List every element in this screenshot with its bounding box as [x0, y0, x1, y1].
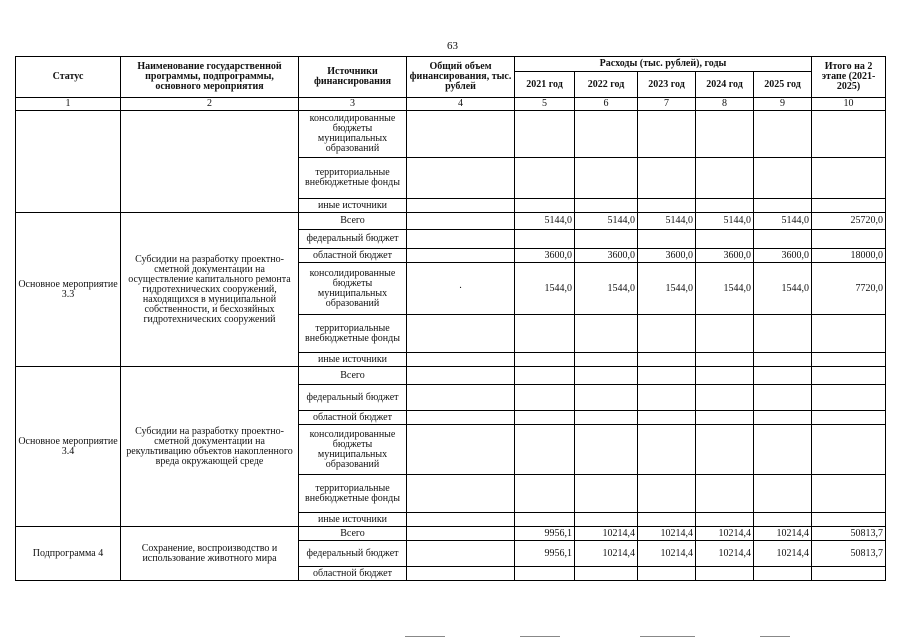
year-value-cell: 1544,0 — [754, 263, 812, 315]
header-itogo: Итого на 2 этапе (2021-2025) — [812, 57, 886, 98]
total-volume-cell — [407, 411, 515, 425]
source-cell: федеральный бюджет — [299, 541, 407, 567]
column-index: 2 — [121, 98, 299, 111]
total-volume-cell — [407, 158, 515, 199]
year-value-cell — [696, 199, 754, 213]
year-value-cell — [696, 567, 754, 581]
year-value-cell — [515, 367, 575, 385]
year-value-cell — [638, 513, 696, 527]
total-volume-cell — [407, 249, 515, 263]
year-value-cell: 10214,4 — [754, 541, 812, 567]
header-year: 2022 год — [575, 72, 638, 98]
itogo-cell: 25720,0 — [812, 213, 886, 230]
itogo-cell — [812, 367, 886, 385]
status-cell: Подпрограмма 4 — [16, 527, 121, 581]
itogo-cell — [812, 567, 886, 581]
year-value-cell: 5144,0 — [754, 213, 812, 230]
year-value-cell — [754, 230, 812, 249]
total-volume-cell — [407, 111, 515, 158]
year-value-cell — [638, 199, 696, 213]
year-value-cell — [638, 230, 696, 249]
total-volume-cell — [407, 353, 515, 367]
itogo-cell — [812, 315, 886, 353]
year-value-cell — [754, 111, 812, 158]
year-value-cell — [515, 199, 575, 213]
column-index-row — [16, 98, 886, 111]
program-name-cell: Сохранение, воспроизводство и использование животного мира — [121, 527, 299, 581]
column-index: 4 — [407, 98, 515, 111]
year-value-cell — [575, 475, 638, 513]
source-cell: Всего — [299, 367, 407, 385]
year-value-cell — [575, 425, 638, 475]
source-cell: областной бюджет — [299, 411, 407, 425]
header-sources: Источники финансирования — [299, 57, 407, 98]
total-volume-cell — [407, 425, 515, 475]
header-year: 2024 год — [696, 72, 754, 98]
program-name-cell: Субсидии на разработку проектно-сметной документации на осуществление капитального ремонта гидротехнических сооружений, находящихся в муниципальной собственности, и бесхозяйных гидротехнических сооружений — [121, 213, 299, 367]
year-value-cell — [696, 315, 754, 353]
year-value-cell — [515, 158, 575, 199]
source-cell: областной бюджет — [299, 567, 407, 581]
year-value-cell: 10214,4 — [696, 541, 754, 567]
total-volume-cell — [407, 199, 515, 213]
year-value-cell — [754, 567, 812, 581]
year-value-cell — [515, 385, 575, 411]
year-value-cell — [515, 425, 575, 475]
year-value-cell — [575, 567, 638, 581]
year-value-cell — [638, 367, 696, 385]
year-value-cell — [575, 353, 638, 367]
year-value-cell — [575, 230, 638, 249]
source-cell: Всего — [299, 527, 407, 541]
year-value-cell — [754, 385, 812, 411]
year-value-cell — [638, 353, 696, 367]
year-value-cell — [515, 353, 575, 367]
year-value-cell — [754, 199, 812, 213]
itogo-cell — [812, 353, 886, 367]
year-value-cell: 10214,4 — [696, 527, 754, 541]
year-value-cell — [696, 111, 754, 158]
year-value-cell — [515, 315, 575, 353]
year-value-cell: 3600,0 — [754, 249, 812, 263]
year-value-cell — [638, 567, 696, 581]
source-cell: федеральный бюджет — [299, 230, 407, 249]
table-row — [16, 213, 886, 230]
year-value-cell — [575, 385, 638, 411]
year-value-cell — [515, 475, 575, 513]
source-cell: Всего — [299, 213, 407, 230]
program-name-cell: Субсидии на разработку проектно-сметной документации на рекультивацию объектов накопленного вреда окружающей среде — [121, 367, 299, 527]
source-cell: иные источники — [299, 353, 407, 367]
year-value-cell — [754, 315, 812, 353]
status-cell: Основное мероприятие 3.4 — [16, 367, 121, 527]
year-value-cell — [754, 367, 812, 385]
year-value-cell: 10214,4 — [638, 527, 696, 541]
year-value-cell — [696, 475, 754, 513]
year-value-cell — [696, 385, 754, 411]
year-value-cell: 9956,1 — [515, 527, 575, 541]
year-value-cell — [575, 111, 638, 158]
year-value-cell — [754, 513, 812, 527]
year-value-cell — [638, 411, 696, 425]
year-value-cell: 10214,4 — [754, 527, 812, 541]
source-cell: территориальные внебюджетные фонды — [299, 315, 407, 353]
source-cell: территориальные внебюджетные фонды — [299, 158, 407, 199]
header-year: 2025 год — [754, 72, 812, 98]
header-status: Статус — [16, 57, 121, 98]
footer-rule — [405, 636, 445, 637]
column-index: 6 — [575, 98, 638, 111]
total-volume-cell — [407, 513, 515, 527]
itogo-cell — [812, 411, 886, 425]
year-value-cell: 1544,0 — [696, 263, 754, 315]
year-value-cell — [696, 230, 754, 249]
table-row — [16, 111, 886, 158]
itogo-cell — [812, 475, 886, 513]
year-value-cell — [696, 367, 754, 385]
itogo-cell — [812, 111, 886, 158]
column-index: 1 — [16, 98, 121, 111]
year-value-cell: 3600,0 — [515, 249, 575, 263]
header-program-name: Наименование государственной программы, подпрограммы, основного мероприятия — [121, 57, 299, 98]
itogo-cell — [812, 385, 886, 411]
year-value-cell — [638, 385, 696, 411]
year-value-cell — [696, 158, 754, 199]
total-volume-cell — [407, 527, 515, 541]
year-value-cell — [575, 158, 638, 199]
year-value-cell: 3600,0 — [696, 249, 754, 263]
source-cell: федеральный бюджет — [299, 385, 407, 411]
year-value-cell — [638, 475, 696, 513]
year-value-cell: 5144,0 — [696, 213, 754, 230]
source-cell: иные источники — [299, 199, 407, 213]
year-value-cell — [638, 158, 696, 199]
itogo-cell: 18000,0 — [812, 249, 886, 263]
header-expenses: Расходы (тыс. рублей), годы — [515, 57, 812, 72]
header-year: 2023 год — [638, 72, 696, 98]
source-cell: областной бюджет — [299, 249, 407, 263]
year-value-cell: 10214,4 — [575, 541, 638, 567]
year-value-cell — [515, 111, 575, 158]
total-volume-cell — [407, 315, 515, 353]
source-cell: консолидированные бюджеты муниципальных образований — [299, 111, 407, 158]
footer-rule — [760, 636, 790, 637]
year-value-cell — [696, 425, 754, 475]
year-value-cell — [515, 513, 575, 527]
year-value-cell — [515, 230, 575, 249]
total-volume-cell — [407, 367, 515, 385]
itogo-cell: 7720,0 — [812, 263, 886, 315]
year-value-cell — [638, 111, 696, 158]
year-value-cell — [754, 411, 812, 425]
itogo-cell — [812, 425, 886, 475]
table-row — [16, 527, 886, 541]
column-index: 5 — [515, 98, 575, 111]
itogo-cell — [812, 513, 886, 527]
total-volume-cell — [407, 385, 515, 411]
header-total-volume: Общий объем финансирования, тыс. рублей — [407, 57, 515, 98]
page-number: 63 — [447, 40, 458, 52]
itogo-cell — [812, 230, 886, 249]
year-value-cell — [575, 315, 638, 353]
column-index: 3 — [299, 98, 407, 111]
year-value-cell: 3600,0 — [638, 249, 696, 263]
year-value-cell: 5144,0 — [575, 213, 638, 230]
year-value-cell — [696, 411, 754, 425]
total-volume-cell — [407, 475, 515, 513]
year-value-cell — [575, 411, 638, 425]
year-value-cell — [696, 353, 754, 367]
total-volume-cell — [407, 213, 515, 230]
table-body — [16, 111, 886, 581]
source-cell: территориальные внебюджетные фонды — [299, 475, 407, 513]
year-value-cell: 3600,0 — [575, 249, 638, 263]
footer-rule — [640, 636, 695, 637]
header-year: 2021 год — [515, 72, 575, 98]
total-volume-cell — [407, 541, 515, 567]
table-row — [16, 367, 886, 385]
column-index: 7 — [638, 98, 696, 111]
year-value-cell: 9956,1 — [515, 541, 575, 567]
itogo-cell — [812, 158, 886, 199]
year-value-cell — [515, 567, 575, 581]
source-cell: консолидированные бюджеты муниципальных образований — [299, 425, 407, 475]
financing-table — [15, 56, 886, 581]
itogo-cell: 50813,7 — [812, 527, 886, 541]
year-value-cell — [754, 425, 812, 475]
year-value-cell — [754, 158, 812, 199]
status-cell: Основное мероприятие 3.3 — [16, 213, 121, 367]
footer-rule — [520, 636, 560, 637]
year-value-cell — [575, 513, 638, 527]
itogo-cell — [812, 199, 886, 213]
total-volume-cell: · — [407, 263, 515, 315]
year-value-cell — [515, 411, 575, 425]
year-value-cell — [575, 199, 638, 213]
column-index: 9 — [754, 98, 812, 111]
year-value-cell — [638, 315, 696, 353]
column-index: 8 — [696, 98, 754, 111]
status-cell — [16, 111, 121, 213]
year-value-cell — [575, 367, 638, 385]
year-value-cell: 10214,4 — [575, 527, 638, 541]
source-cell: иные источники — [299, 513, 407, 527]
year-value-cell: 5144,0 — [515, 213, 575, 230]
program-name-cell — [121, 111, 299, 213]
year-value-cell — [754, 353, 812, 367]
year-value-cell — [754, 475, 812, 513]
year-value-cell: 10214,4 — [638, 541, 696, 567]
source-cell: консолидированные бюджеты муниципальных образований — [299, 263, 407, 315]
year-value-cell: 1544,0 — [575, 263, 638, 315]
year-value-cell — [696, 513, 754, 527]
itogo-cell: 50813,7 — [812, 541, 886, 567]
year-value-cell: 5144,0 — [638, 213, 696, 230]
year-value-cell: 1544,0 — [638, 263, 696, 315]
year-value-cell — [638, 425, 696, 475]
total-volume-cell — [407, 230, 515, 249]
column-index: 10 — [812, 98, 886, 111]
total-volume-cell — [407, 567, 515, 581]
year-value-cell: 1544,0 — [515, 263, 575, 315]
